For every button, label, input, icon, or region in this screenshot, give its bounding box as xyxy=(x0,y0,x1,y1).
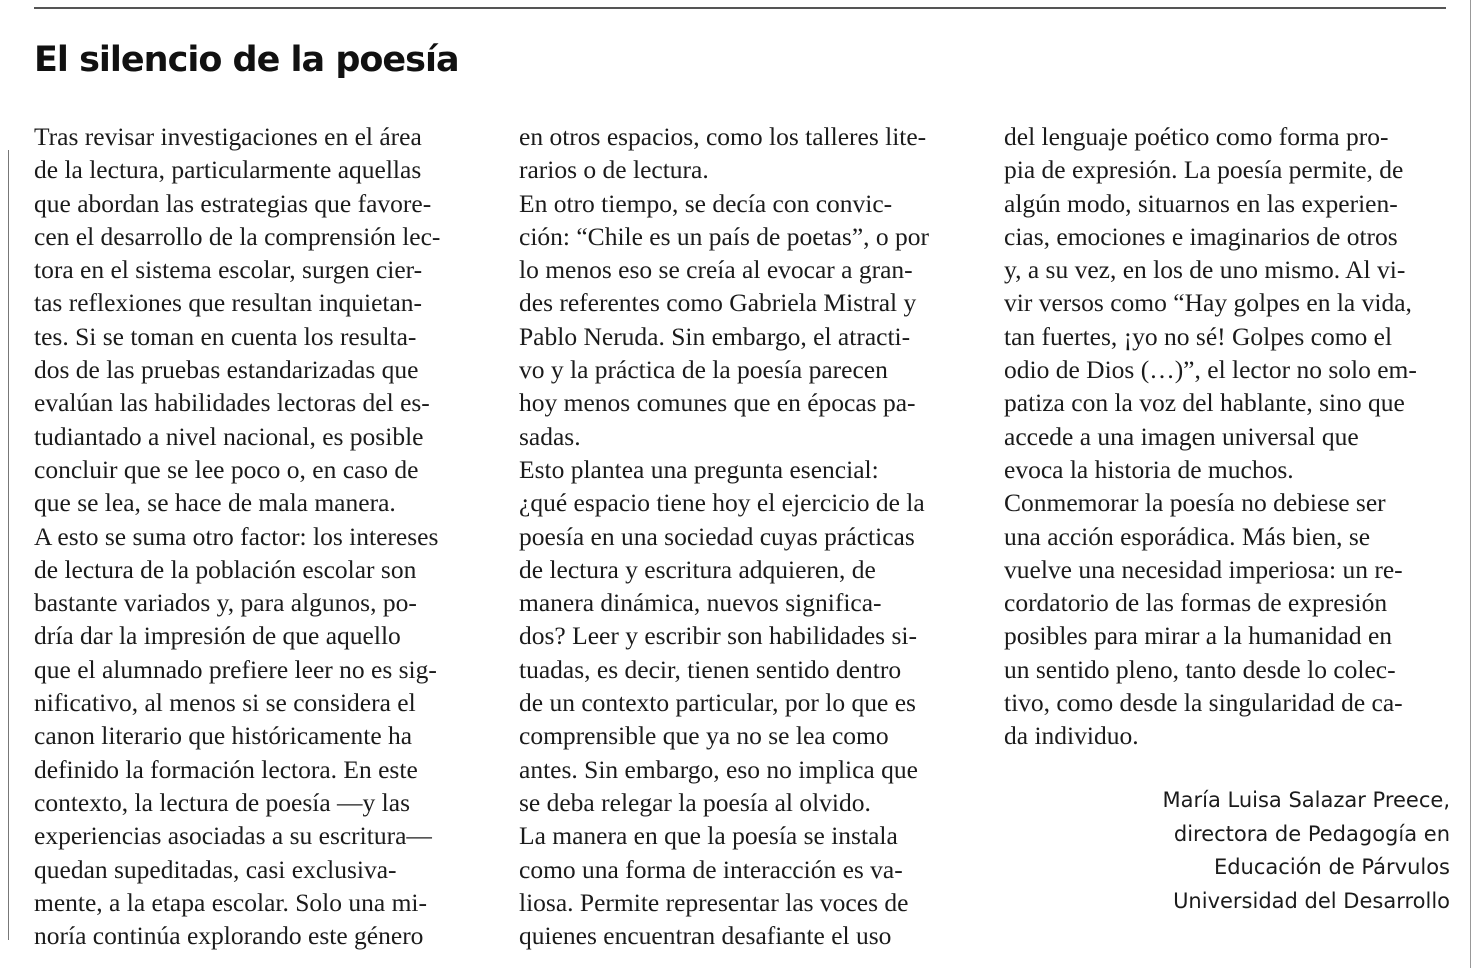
text-line: canon literario que históricamente ha xyxy=(34,721,413,751)
text-line: dos de las pruebas estandarizadas que xyxy=(34,355,419,385)
article-column-3 xyxy=(1004,120,1464,753)
signature-line: directora de Pedagogía en xyxy=(1173,821,1450,846)
text-line: del lenguaje poético como forma pro- xyxy=(1004,122,1389,151)
text-line: de un contexto particular, por lo que es xyxy=(519,688,916,718)
text-line: hoy menos comunes que en épocas pa- xyxy=(519,388,916,418)
text-line: rarios o de lectura. xyxy=(519,155,709,185)
text-line: pia de expresión. La poesía permite, de xyxy=(1004,155,1404,185)
text-line: des referentes como Gabriela Mistral y xyxy=(519,288,917,318)
text-line: posibles para mirar a la humanidad en xyxy=(1004,621,1393,651)
text-line: nificativo, al menos si se considera el xyxy=(34,688,416,718)
text-line: de lectura de la población escolar son xyxy=(34,554,417,584)
article-title: El silencio de la poesía xyxy=(34,40,459,80)
text-line: cias, emociones e imaginarios de otros xyxy=(1004,221,1398,251)
text-line: una acción esporádica. Más bien, se xyxy=(1004,521,1371,551)
text-line: algún modo, situarnos en las experien- xyxy=(1004,188,1398,218)
text-line: como una forma de interacción es va- xyxy=(519,854,903,884)
text-line: evalúan las habilidades lectoras del es- xyxy=(34,388,430,418)
text-line: tes. Si se toman en cuenta los resulta- xyxy=(34,321,417,351)
text-line: se deba relegar la poesía al olvido. xyxy=(519,787,871,817)
text-line: patiza con la voz del hablante, sino que xyxy=(1004,388,1405,418)
text-line: comprensible que ya no se lea como xyxy=(519,721,889,751)
article-column-2 xyxy=(519,120,979,952)
text-line: vir versos como “Hay golpes en la vida, xyxy=(1004,288,1412,318)
text-line: odio de Dios (…)”, el lector no solo em- xyxy=(1004,355,1417,385)
signature-line: Universidad del Desarrollo xyxy=(1173,888,1450,913)
text-line: evoca la historia de muchos. xyxy=(1004,454,1294,484)
text-line: cen el desarrollo de la comprensión lec- xyxy=(34,221,441,251)
text-line: Esto plantea una pregunta esencial: xyxy=(519,454,879,484)
text-line: noría continúa explorando este género xyxy=(34,921,424,951)
left-rule xyxy=(8,150,9,940)
text-line: tivo, como desde la singularidad de ca- xyxy=(1004,688,1403,718)
article-column-1 xyxy=(34,120,494,952)
text-line: quedan supeditadas, casi exclusiva- xyxy=(34,854,397,884)
text-line: dría dar la impresión de que aquello xyxy=(34,621,401,651)
text-line: quienes encuentran desafiante el uso xyxy=(519,921,892,951)
text-line: vuelve una necesidad imperiosa: un re- xyxy=(1004,554,1403,584)
text-line: tora en el sistema escolar, surgen cier- xyxy=(34,255,423,285)
author-signature xyxy=(1162,784,1450,918)
text-line: Conmemorar la poesía no debiese ser xyxy=(1004,488,1386,518)
text-line: da individuo. xyxy=(1004,721,1139,751)
text-line: dos? Leer y escribir son habilidades si- xyxy=(519,621,917,651)
text-line: de la lectura, particularmente aquellas xyxy=(34,155,422,185)
text-line: bastante variados y, para algunos, po- xyxy=(34,588,417,618)
text-line: Tras revisar investigaciones en el área xyxy=(34,122,422,151)
signature-line: María Luisa Salazar Preece, xyxy=(1162,788,1450,812)
text-line: ¿qué espacio tiene hoy el ejercicio de la xyxy=(519,488,925,518)
text-line: concluir que se lee poco o, en caso de xyxy=(34,454,419,484)
signature-line: Educación de Párvulos xyxy=(1213,855,1450,879)
top-rule xyxy=(34,7,1446,9)
text-line: contexto, la lectura de poesía —y las xyxy=(34,787,410,817)
text-line: antes. Sin embargo, eso no implica que xyxy=(519,754,918,784)
text-line: que abordan las estrategias que favore- xyxy=(34,188,432,218)
text-line: tas reflexiones que resultan inquietan- xyxy=(34,288,423,318)
text-line: que se lea, se hace de mala manera. xyxy=(34,488,396,518)
text-line: liosa. Permite representar las voces de xyxy=(519,887,909,917)
text-line: y, a su vez, en los de uno mismo. Al vi- xyxy=(1004,255,1406,285)
text-line: que el alumnado prefiere leer no es sig- xyxy=(34,654,437,684)
text-line: poesía en una sociedad cuyas prácticas xyxy=(519,521,915,551)
text-line: vo y la práctica de la poesía parecen xyxy=(519,355,888,385)
text-line: tuadas, es decir, tienen sentido dentro xyxy=(519,654,902,684)
text-line: ción: “Chile es un país de poetas”, o por xyxy=(519,221,930,251)
text-line: accede a una imagen universal que xyxy=(1004,421,1359,451)
text-line: mente, a la etapa escolar. Solo una mi- xyxy=(34,887,427,917)
text-line: A esto se suma otro factor: los intereses xyxy=(34,521,439,551)
text-line: tudiantado a nivel nacional, es posible xyxy=(34,421,424,451)
text-line: manera dinámica, nuevos significa- xyxy=(519,588,882,618)
text-line: En otro tiempo, se decía con convic- xyxy=(519,188,893,218)
text-line: un sentido pleno, tanto desde lo colec- xyxy=(1004,654,1396,684)
right-rule xyxy=(1470,0,1471,968)
text-line: cordatorio de las formas de expresión xyxy=(1004,588,1388,618)
text-line: definido la formación lectora. En este xyxy=(34,754,418,784)
text-line: experiencias asociadas a su escritura— xyxy=(34,821,432,851)
text-line: tan fuertes, ¡yo no sé! Golpes como el xyxy=(1004,321,1393,351)
text-line: lo menos eso se creía al evocar a gran- xyxy=(519,255,913,285)
text-line: sadas. xyxy=(519,421,581,451)
text-line: Pablo Neruda. Sin embargo, el atracti- xyxy=(519,321,911,351)
text-line: en otros espacios, como los talleres lite- xyxy=(519,122,927,151)
text-line: La manera en que la poesía se instala xyxy=(519,821,898,851)
text-line: de lectura y escritura adquieren, de xyxy=(519,554,876,584)
